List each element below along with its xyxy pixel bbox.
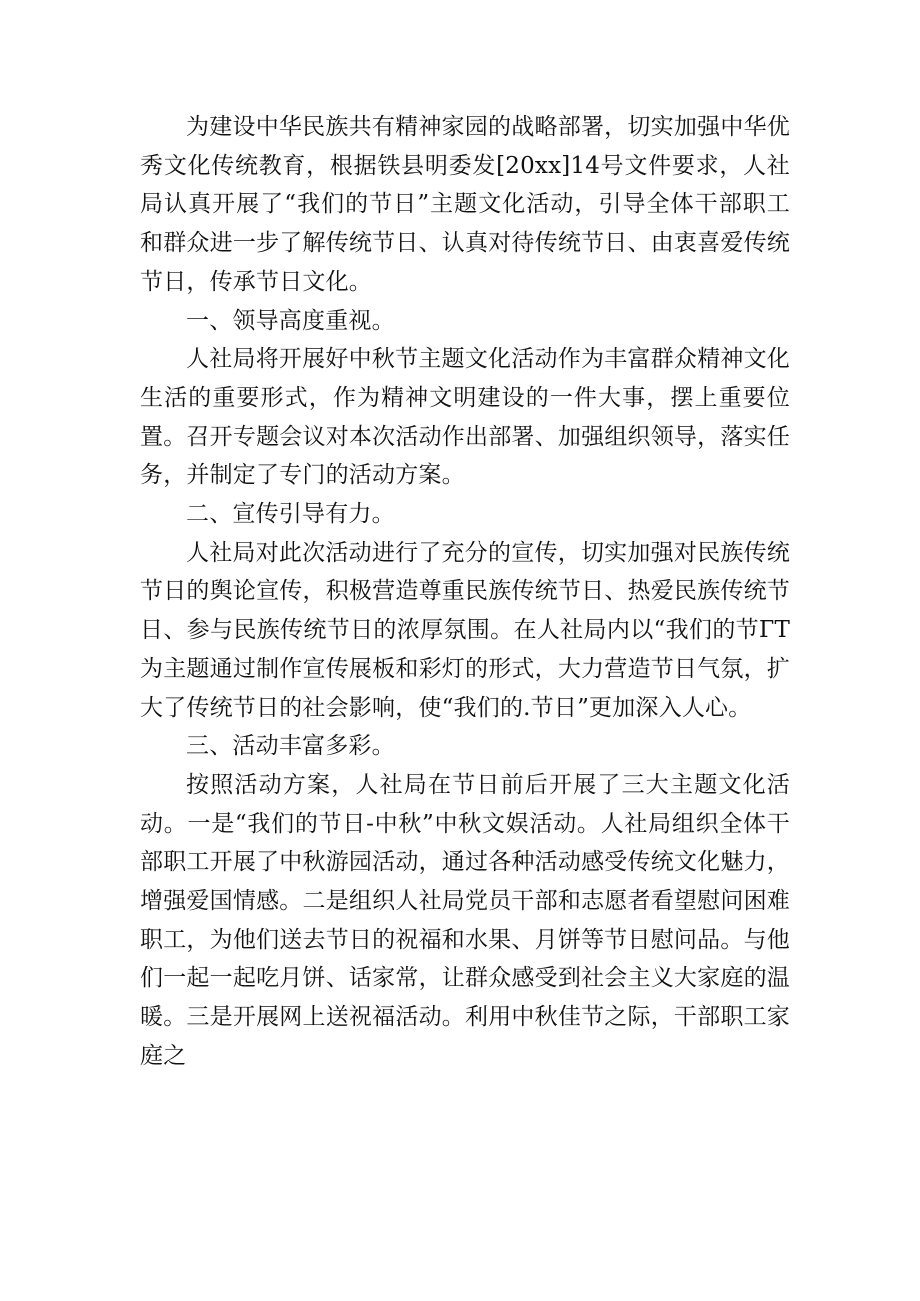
section-2-paragraph: 人社局对此次活动进行了充分的宣传，切实加强对民族传统节日的舆论宣传，积极营造尊重民族传统节日、热爱民族传统节日、参与民族传统节日的浓厚氛围。在人社局内以“我们的节ГТ为主题通过制作宣传展板和彩灯的形式，大力营造节日气氛，扩大了传统节日的社会影响，使“我们的.节日”更加深入人心。 — [140, 539, 790, 721]
intro-paragraph: 为建设中华民族共有精神家园的战略部署，切实加强中华优秀文化传统教育，根据铁县明委发[20xx]14号文件要求，人社局认真开展了“我们的节日”主题文化活动，引导全体干部职工和群众进一步了解传统节日、认真对待传统节日、由衷喜爱传统节日，传承节日文化。 — [140, 114, 790, 295]
section-1-paragraph: 人社局将开展好中秋节主题文化活动作为丰富群众精神文化生活的重要形式，作为精神文明建设的一件大事，摆上重要位置。召开专题会议对本次活动作出部署、加强组织领导，落实任务，并制定了专门的活动方案。 — [140, 346, 790, 489]
section-3-paragraph: 按照活动方案，人社局在节日前后开展了三大主题文化活动。一是“我们的节日-中秋”中秋文娱活动。人社局组织全体干部职工开展了中秋游园活动，通过各种活动感受传统文化魅力，增强爱国情感。二是组织人社局党员干部和志愿者看望慰问困难职工，为他们送去节日的祝福和水果、月饼等节日慰问品。与他们一起一起吃月饼、话家常，让群众感受到社会主义大家庭的温暖。三是开展网上送祝福活动。利用中秋佳节之际，干部职工家庭之 — [140, 771, 790, 1069]
document-page — [140, 108, 790, 1076]
section-heading-3: 三、活动丰富多彩。 — [186, 733, 395, 760]
section-heading-1: 一、领导高度重视。 — [186, 307, 395, 334]
section-heading-2: 二、宣传引导有力。 — [186, 501, 395, 528]
